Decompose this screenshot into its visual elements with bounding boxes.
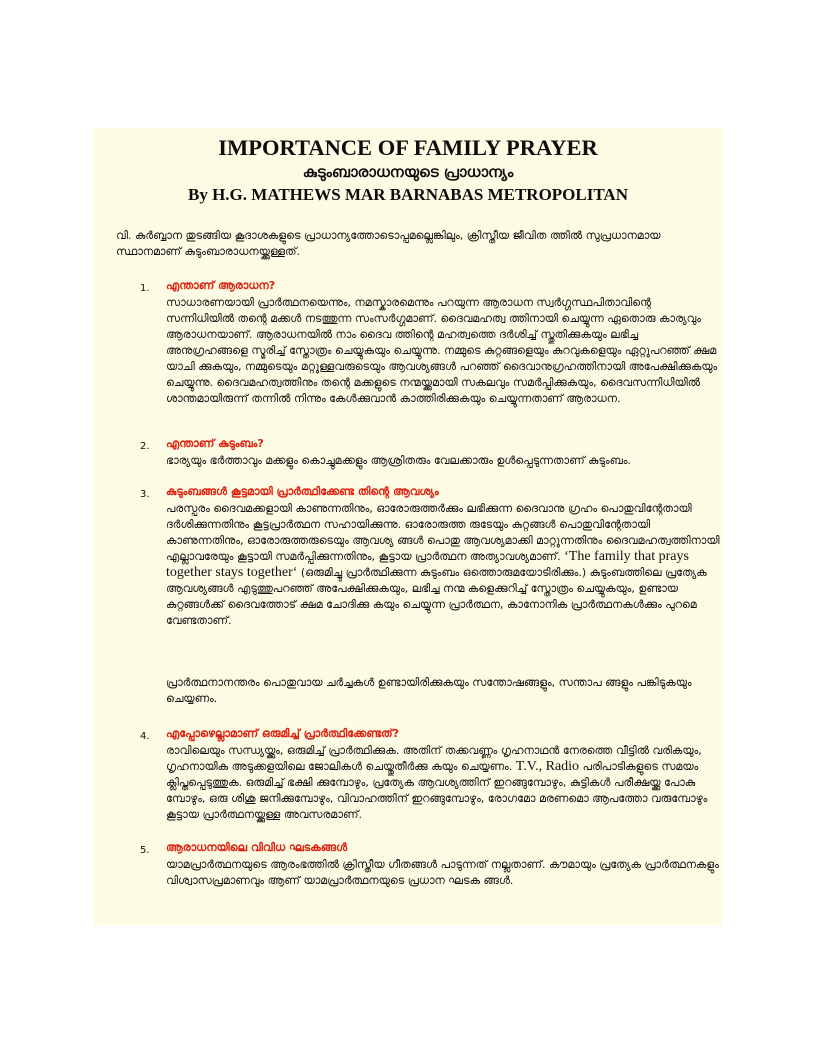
body-text: പരസ്പരം ദൈവമക്കളായി കാണുന്നതിനും, ഓരോരുത്തർക്കും ലഭിക്കുന്ന ദൈവാനു ഗ്രഹം പൊതുവിന്റേതായി ദർശിക്കുന്നതിനും കൂട്ടപ്രാർത്ഥന സഹായിക്കുന്നു. ഓരോരുത്ത രുടേയും കുറ്റങ്ങൾ പൊതുവിന്റേതായി കാണുന്നതിനും, ഓരോരുത്തരുടെയും ആവശ്യ ങ്ങൾ പൊതു ആവശ്യമാക്കി മാറ്റുന്നതിനും ദൈവമഹത്വത്തിനായി എല്ലാവരേയും കൂട്ടായി സമർപ്പിക്കുന്നതിനും, കൂട്ടായ പ്രാർത്ഥന അത്യാവശ്യമാണ്.: [166, 502, 720, 563]
section-number: 1.: [140, 283, 150, 294]
section-heading: എന്താണ് ആരാധന?: [166, 279, 276, 292]
section-body: പ്രാർത്ഥനാനന്തരം പൊതുവായ ചർച്ചകൾ ഉണ്ടായിരിക്കുകയും സന്തോഷങ്ങളും, സന്താപ ങ്ങളും പങ്കിടുകയും ചെയ്യണം.: [166, 676, 692, 705]
section-number: 2.: [140, 441, 150, 452]
section-heading: കുടുംബങ്ങൾ കൂട്ടമായി പ്രാർത്ഥിക്കേണ്ട തിന്റെ ആവശ്യം: [166, 485, 439, 498]
section-number: 4.: [140, 731, 150, 742]
section-number: 5.: [140, 845, 150, 856]
section-body: [166, 743, 720, 823]
section-number: 3.: [140, 489, 150, 500]
body-text: പരിപാടികളുടെ സമയം ക്ലിപ്തപ്പെടുത്തുക. ഒരുമിച്ച് ഭക്ഷി ക്കുമ്പോഴും, പ്രത്യേക ആവശ്യത്തിന് ഇറങ്ങുമ്പോഴും, കുട്ടികൾ പരീക്ഷയ്ക്കു പോകു മ്പോഴും, ഒരു ശിശു ജനിക്കുമ്പോഴും, വിവാഹത്തിന് ഇറങ്ങുമ്പോഴും, രോഗമോ മരണമൊ ആപത്തോ വരുമ്പോഴും കൂട്ടായ പ്രാർത്ഥനയ്ക്കുള്ള അവസരമാണ്.: [166, 760, 708, 821]
intro-paragraph: വി. കുർബ്ബാന തുടങ്ങിയ കൂദാശകളുടെ പ്രാധാന്യത്തോടൊപ്പമല്ലെങ്കിലും, ക്രിസ്തീയ ജീവിത ത്തിൽ സുപ്രധാനമായ സ്ഥാനമാണ് കുടുംബാരാധനയ്ക്കുള്ളത്.: [116, 229, 661, 258]
section-body: [166, 501, 720, 629]
body-text: (ഒരുമിച്ചു പ്രാർത്ഥിക്കുന്ന കുടുംബം ഒത്തൊരുമയോടിരിക്കും.) കുടുംബത്തിലെ പ്രത്യേക ആവശ്യങ്ങൾ എടുത്തുപറഞ്ഞ് അപേക്ഷിക്കുകയും, ലഭിച്ച നന്മ കളെക്കുറിച്ച് സ്തോത്രം ചെയ്യുകയും, ഉണ്ടായ കുറ്റങ്ങൾക്ക് ദൈവത്തോട് ക്ഷമ ചോദിക്കു കയും ചെയ്യുന്ന പ്രാർത്ഥന, കാനോനിക പ്രാർത്ഥനകൾക്കും പുറമെ വേണ്ടതാണ്.: [166, 566, 707, 627]
section-heading: എന്താണ് കുടുംബം?: [166, 437, 264, 450]
section-body: ഭാര്യയും ഭർത്താവും മക്കളും കൊച്ചുമക്കളും ആശ്രിതരും വേലക്കാരും ഉൾപ്പെടുന്നതാണ് കുടുംബം.: [166, 454, 631, 467]
english-text: T.V., Radio: [515, 759, 580, 774]
section-body: യാമപ്രാർത്ഥനയുടെ ആരംഭത്തിൽ ക്രിസ്തീയ ഗീതങ്ങൾ പാടുന്നത് നല്ലതാണ്. കൗമായും പ്രത്യേക പ്രാർത്ഥനകളും വിശ്വാസപ്രമാണവും ആണ് യാമപ്രാർത്ഥനയുടെ പ്രധാന ഘടക ങ്ങൾ.: [166, 858, 719, 887]
section-heading: എപ്പോഴെല്ലാമാണ് ഒരുമിച്ച് പ്രാർത്ഥിക്കേണ്ടത്?: [166, 727, 399, 740]
english-quote: ‘The family that prays together stays together‘: [166, 549, 689, 580]
author-byline: By H.G. MATHEWS MAR BARNABAS METROPOLITAN: [188, 185, 628, 204]
section-heading: ആരാധനയിലെ വിവിധ ഘടകങ്ങൾ: [166, 841, 348, 854]
document-panel: [94, 128, 722, 925]
page-title-malayalam: കുടുംബാരാധനയുടെ പ്രാധാന്യം: [302, 163, 514, 181]
page-title: IMPORTANCE OF FAMILY PRAYER: [218, 135, 598, 160]
body-text: രാവിലെയും സന്ധ്യയ്ക്കും, ഒരുമിച്ച് പ്രാർത്ഥിക്കുക. അതിന് തക്കവണ്ണം ഗൃഹനാഥൻ നേരത്തെ വീട്ടിൽ വരികയും, ഗൃഹനായിക അടുക്കളയിലെ ജോലികൾ ചെയ്തുതീർക്കു കയും ചെയ്യണം.: [166, 744, 702, 773]
section-body: സാധാരണയായി പ്രാർത്ഥനയെന്നും, നമസ്കാരമെന്നും പറയുന്ന ആരാധന സ്വർഗ്ഗസ്ഥപിതാവിന്റെ സന്നിധിയിൽ തന്റെ മക്കൾ നടത്തുന്ന സംസർഗ്ഗമാണ്. ദൈവമഹത്വ ത്തിനായി ചെയ്യുന്ന ഏതൊരു കാര്യവും ആരാധനയാണ്. ആരാധനയിൽ നാം ദൈവ ത്തിന്റെ മഹത്വത്തെ ദർശിച്ച് സ്തുതിക്കുകയും ലഭിച്ച അനുഗ്രഹങ്ങളെ സ്മരിച്ച് സ്തോത്രം ചെയ്യുകയും ചെയ്യുന്നു. നമ്മുടെ കുറ്റങ്ങളെയും കുറവുകളെയും ഏറ്റുപറഞ്ഞ് ക്ഷമ യാചി ക്കുകയും, നമ്മുടെയും മറ്റുള്ളവരുടെയും ആവശ്യങ്ങൾ പറഞ്ഞ് ദൈവാനുഗ്രഹത്തിനായി അപേക്ഷിക്കുകയും ചെയ്യുന്നു. ദൈവമഹത്വത്തിനും തന്റെ മക്കളുടെ നന്മയ്ക്കുമായി സകലവും സമർപ്പിക്കുകയും, ദൈവസന്നിധിയിൽ ശാന്തമായിരുന്ന് തന്നിൽ നിന്നും കേൾക്കുവാൻ കാത്തിരിക്കുകയും ചെയ്യുന്നതാണ് ആരാധന.: [166, 296, 718, 405]
